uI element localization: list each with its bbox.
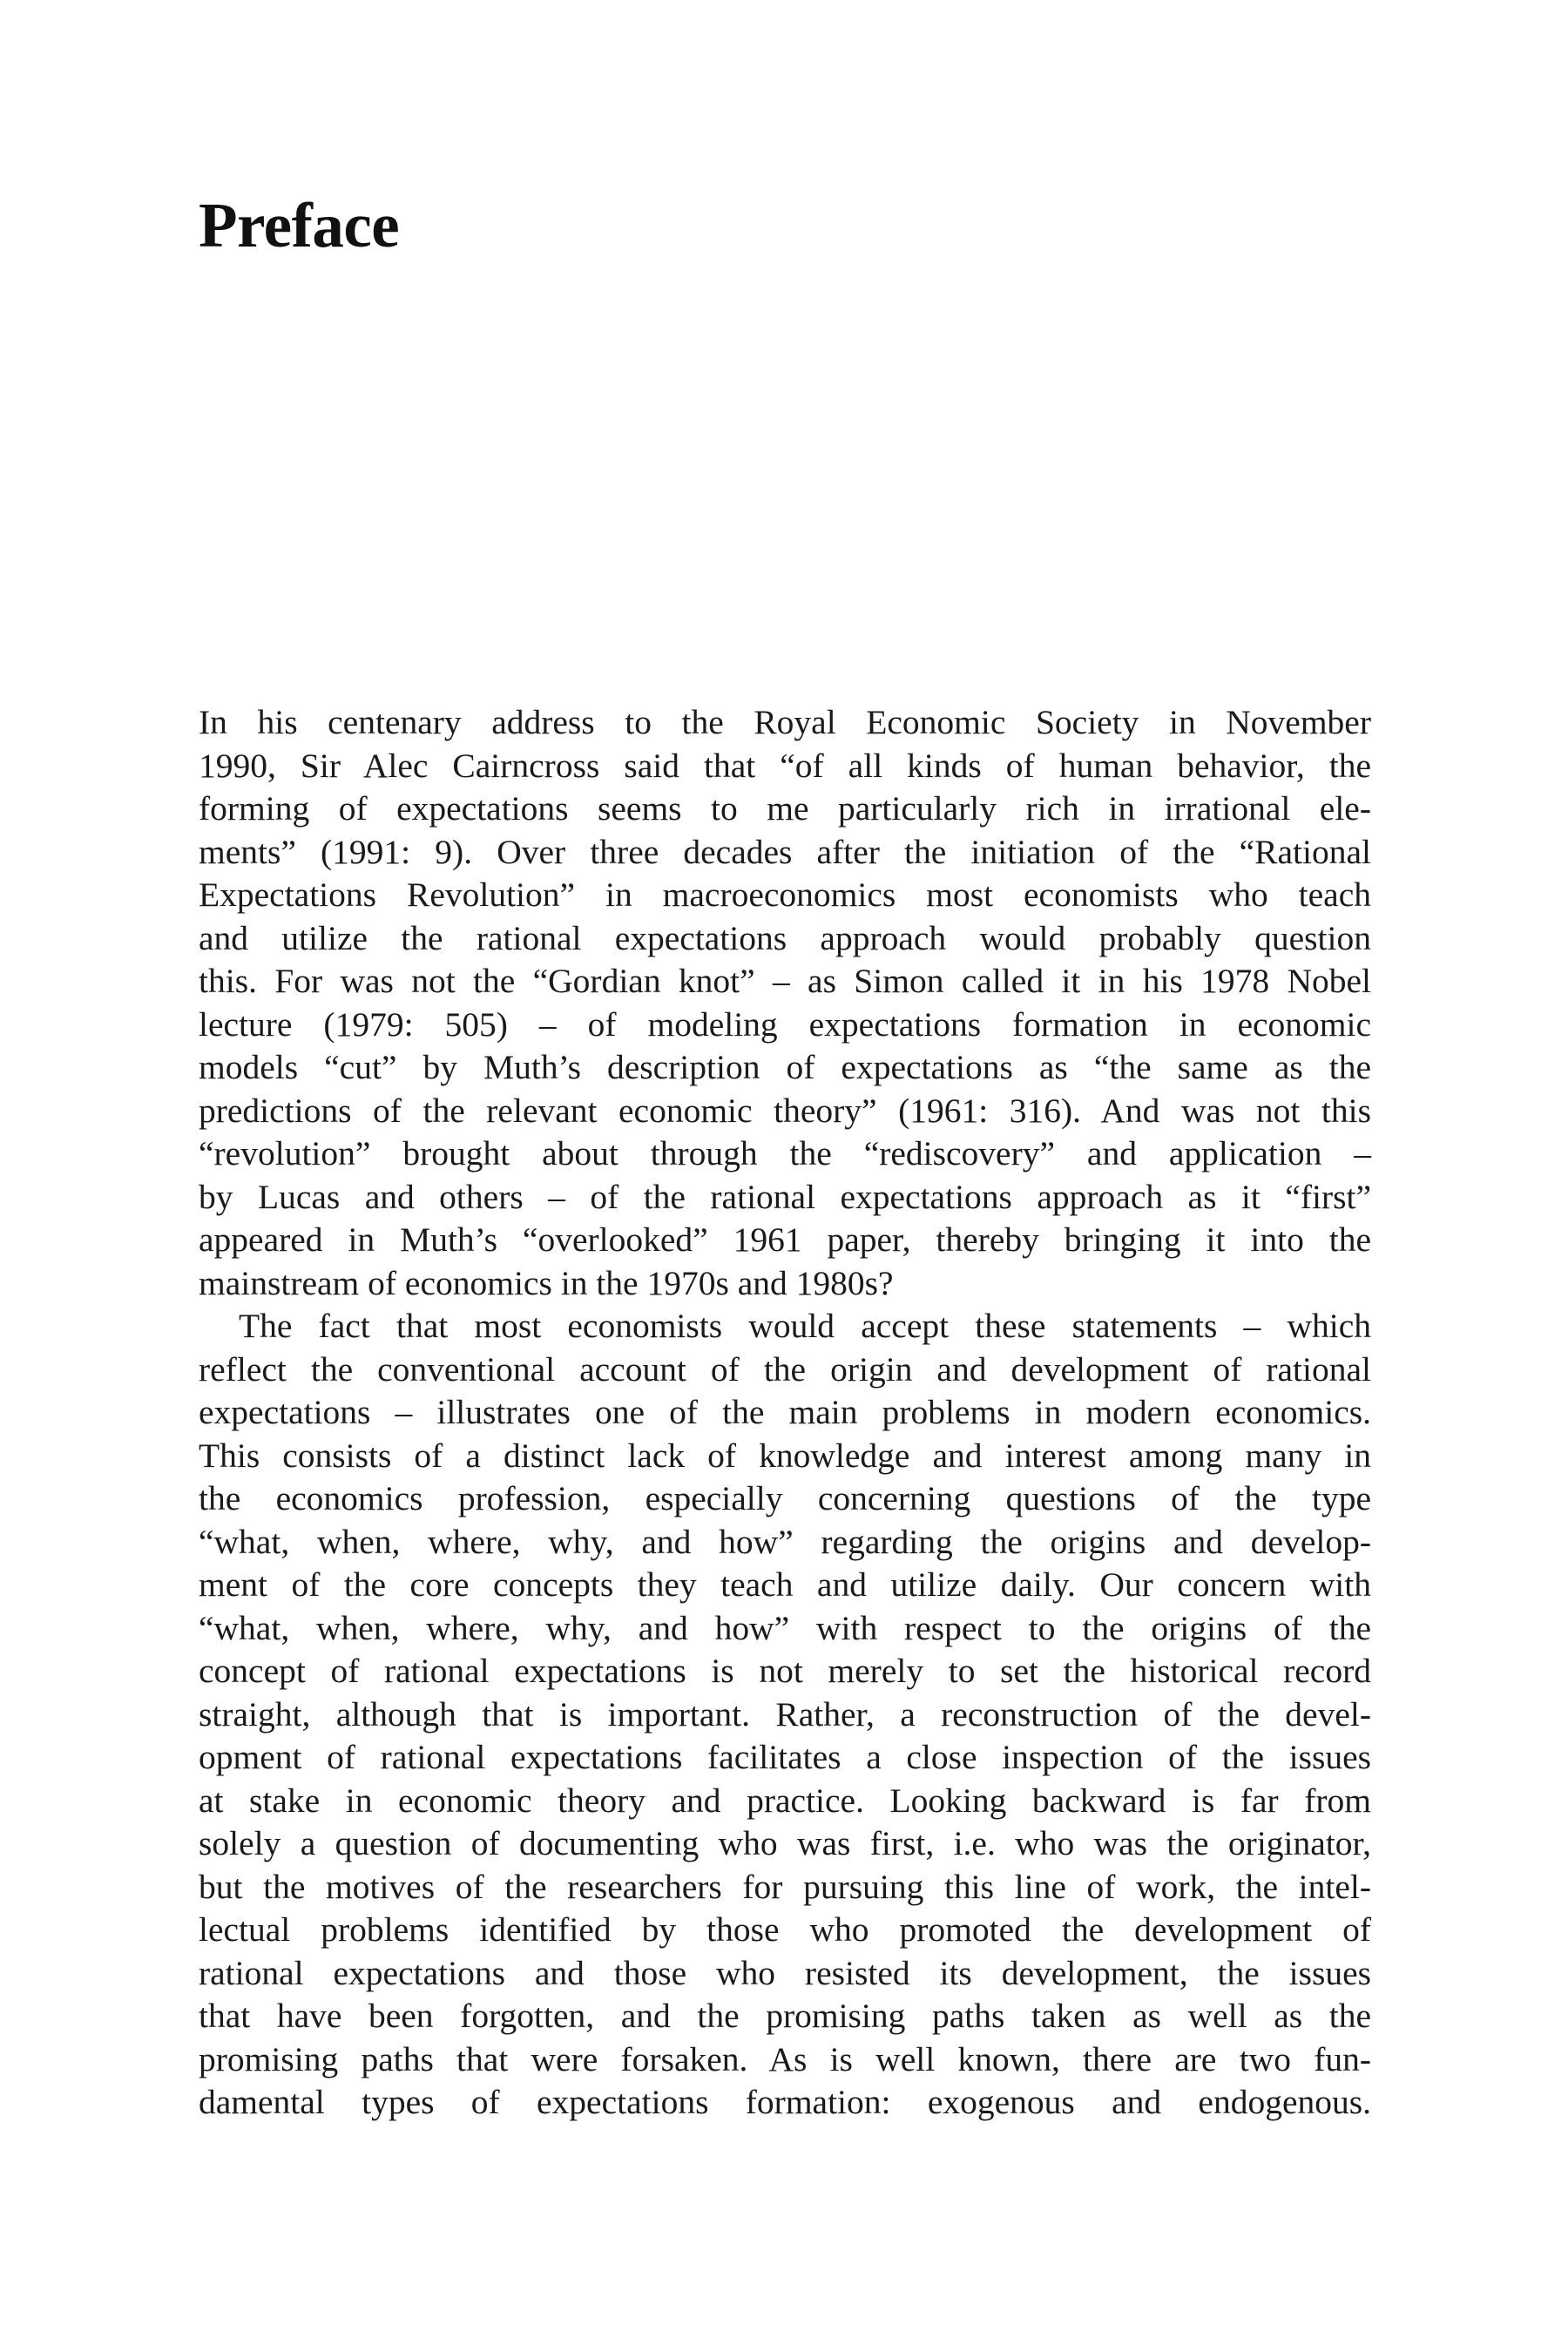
text-line: mainstream of economics in the 1970s and 1980s?: [199, 1263, 894, 1302]
text-line: Expectations Revolution” in macroeconomics most economists who teach: [199, 875, 1371, 914]
text-line: at stake in economic theory and practice. Looking backward is far from: [199, 1781, 1371, 1820]
page-title: Preface: [199, 190, 400, 260]
text-line: concept of rational expectations is not merely to set the historical record: [199, 1652, 1371, 1690]
paragraph-1: [199, 701, 1371, 1305]
text-line: The fact that most economists would accept these statements – which: [239, 1307, 1371, 1345]
text-line: lectual problems identified by those who promoted the development of: [199, 1910, 1371, 1949]
text-line: appeared in Muth’s “overlooked” 1961 paper, thereby bringing it into the: [199, 1220, 1371, 1259]
text-line: forming of expectations seems to me particularly rich in irrational ele-: [199, 789, 1371, 828]
text-line: reflect the conventional account of the origin and development of rational: [199, 1349, 1371, 1389]
text-line: lecture (1979: 505) – of modeling expectations formation in economic: [199, 1004, 1371, 1044]
text-line: the economics profession, especially concerning questions of the type: [199, 1479, 1371, 1517]
text-line: “what, when, where, why, and how” regarding the origins and develop-: [199, 1522, 1371, 1561]
text-line: that have been forgotten, and the promising paths taken as well as the: [199, 1997, 1371, 2035]
body-text: [199, 701, 1371, 2125]
text-line: In his centenary address to the Royal Economic Society in November: [199, 703, 1371, 741]
text-line: promising paths that were forsaken. As is well known, there are two fun-: [199, 2039, 1371, 2078]
text-line: but the motives of the researchers for pursuing this line of work, the intel-: [199, 1867, 1371, 1906]
text-line: by Lucas and others – of the rational expectations approach as it “first”: [199, 1177, 1371, 1216]
text-line: straight, although that is important. Rather, a reconstruction of the devel-: [199, 1694, 1371, 1734]
text-line: This consists of a distinct lack of knowledge and interest among many in: [199, 1436, 1371, 1475]
paragraph-2: [199, 1305, 1371, 2125]
text-line: 1990, Sir Alec Cairncross said that “of all kinds of human behavior, the: [199, 746, 1371, 785]
text-line: ment of the core concepts they teach and utilize daily. Our concern with: [199, 1565, 1371, 1604]
text-line: rational expectations and those who resisted its development, the issues: [199, 1953, 1371, 1992]
text-line: ments” (1991: 9). Over three decades after the initiation of the “Rational: [199, 832, 1371, 871]
text-line: this. For was not the “Gordian knot” – as Simon called it in his 1978 Nobel: [199, 962, 1371, 1000]
text-line: damental types of expectations formation: exogenous and endogenous.: [199, 2083, 1371, 2121]
text-line: “what, when, where, why, and how” with respect to the origins of the: [199, 1608, 1371, 1647]
text-line: predictions of the relevant economic theory” (1961: 316). And was not this: [199, 1091, 1371, 1130]
text-line: and utilize the rational expectations approach would probably question: [199, 918, 1371, 957]
text-line: expectations – illustrates one of the main problems in modern economics.: [199, 1393, 1371, 1431]
text-line: solely a question of documenting who was first, i.e. who was the originator,: [199, 1824, 1371, 1862]
text-line: models “cut” by Muth’s description of expectations as “the same as the: [199, 1048, 1371, 1086]
text-line: opment of rational expectations facilitates a close inspection of the issues: [199, 1738, 1371, 1776]
text-line: “revolution” brought about through the “rediscovery” and application –: [199, 1134, 1371, 1173]
